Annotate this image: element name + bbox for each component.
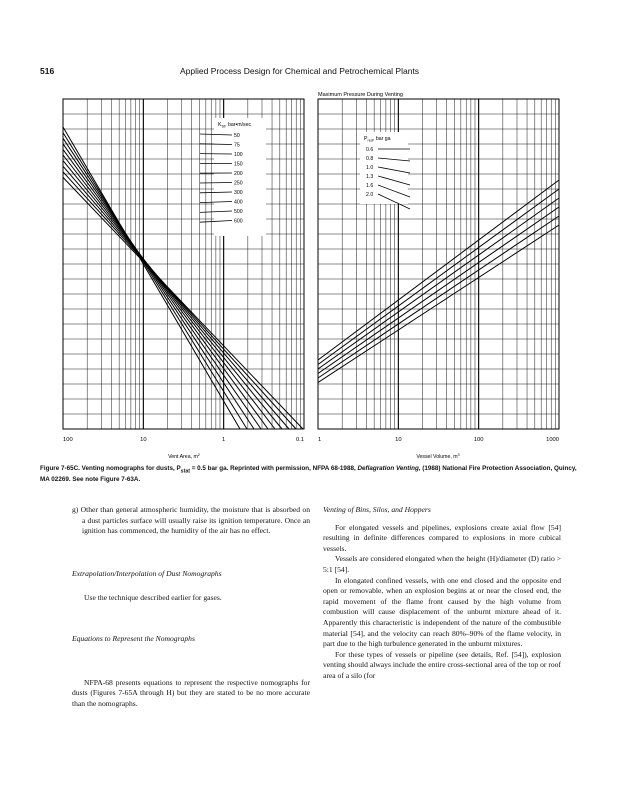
left-legend-title: $K_{St}$, bar•m/sec bbox=[218, 122, 252, 129]
legend-value-1.6: 1.6 bbox=[366, 183, 374, 189]
paragraph-technique: Use the technique described earlier for gases. bbox=[84, 593, 222, 603]
left-x-axis-label: Vent Area, $m^2$ bbox=[168, 453, 200, 460]
legend-value-1.3: 1.3 bbox=[366, 174, 374, 180]
legend-value-500: 500 bbox=[234, 209, 243, 215]
right-text-column bbox=[323, 505, 561, 682]
right-nomograph bbox=[318, 99, 559, 460]
legend-value-100: 100 bbox=[234, 152, 243, 158]
legend-value-2.0: 2.0 bbox=[366, 192, 374, 198]
right-x-axis-label: Vessel Volume, $m^3$ bbox=[416, 453, 460, 460]
legend-value-0.6: 0.6 bbox=[366, 147, 374, 153]
legend-value-50: 50 bbox=[234, 133, 240, 139]
legend-value-600: 600 bbox=[234, 218, 243, 225]
x-tick-label: 10 bbox=[140, 437, 147, 443]
k-line-50 bbox=[63, 127, 240, 429]
p-line-1.0 bbox=[318, 198, 559, 369]
left-nomograph bbox=[63, 99, 304, 460]
p-line-1.3 bbox=[318, 207, 559, 374]
running-title: Applied Process Design for Chemical and Petrochemical Plants bbox=[180, 66, 420, 76]
legend-leader bbox=[200, 183, 232, 184]
left-chart-grid bbox=[63, 99, 304, 429]
legend-value-150: 150 bbox=[234, 161, 243, 168]
p-line-2.0 bbox=[318, 225, 559, 383]
paragraph-4: For these types of vessels or pipeline (see details, Ref. [54]), explosion venting should always include the entire cross-sectional area of the top or roof area of a silo (for bbox=[323, 649, 561, 680]
x-tick-label: 10 bbox=[395, 437, 402, 443]
paragraph-3: In elongated confined vessels, with one end closed and the opposite end open or removable, when an explosion begins at or near the closed end, the rapid movement of the flame front caused by the high volume from combustion will cause displacement of the unburnt mixture ahead of it. Apparently this characteristic is independent of the nature of the combustible material [54], and the velocity can reach 80%–90% of the flame velocity, in part due to the high turbulence generated in the unburnt mixtures. bbox=[323, 575, 561, 649]
figure-caption: Figure 7-65C. Venting nomographs for dusts, $P_{stat} = 0.5$ bar ga. Reprinted with permission, NFPA 68-1988, Deflagration Venting, (1988) National Fire Protection Association, Quincy, MA 02269. See note Figure 7-63A. bbox=[40, 465, 577, 483]
left-chart-lines bbox=[63, 127, 303, 429]
k-line-600 bbox=[63, 177, 303, 429]
x-tick-label: 100 bbox=[63, 437, 73, 443]
p-line-1.6 bbox=[318, 216, 559, 378]
p-line-0.6 bbox=[318, 180, 559, 360]
paragraph-2: Vessels are considered elongated when the height (H)/diameter (D) ratio > 5:1 [54]. bbox=[323, 554, 561, 574]
figure-top-title: Maximum Pressure During Venting bbox=[318, 92, 403, 98]
right-chart-grid bbox=[318, 99, 559, 429]
legend-value-250: 250 bbox=[234, 180, 243, 187]
p-line-0.8 bbox=[318, 189, 559, 365]
x-tick-label: 1000 bbox=[546, 437, 559, 443]
heading-equations: Equations to Represent the Nomographs bbox=[72, 633, 195, 643]
right-chart-lines bbox=[318, 180, 559, 383]
legend-value-300: 300 bbox=[234, 190, 243, 196]
right-legend-title: $P_{red}$, bar ga bbox=[364, 136, 391, 143]
legend-value-1.0: 1.0 bbox=[366, 165, 374, 171]
right-x-ticks bbox=[318, 437, 559, 443]
paragraph-1: For elongated vessels and pipelines, explosions create axial flow [54] resulting in definite differences compared to explosions in more cubical vessels. bbox=[323, 522, 561, 553]
left-x-ticks bbox=[63, 437, 304, 443]
x-tick-label: 1 bbox=[222, 437, 226, 443]
x-tick-label: 1 bbox=[318, 437, 322, 443]
legend-value-75: 75 bbox=[234, 142, 240, 149]
page-number: 516 bbox=[40, 66, 55, 76]
legend-value-200: 200 bbox=[234, 171, 243, 177]
x-tick-label: 100 bbox=[473, 437, 484, 443]
legend-value-400: 400 bbox=[234, 199, 243, 206]
heading-extrapolation: Extrapolation/Interpolation of Dust Nomographs bbox=[72, 568, 222, 578]
paragraph-nfpa: NFPA-68 presents equations to represent the respective nomographs for dusts (Figures 7-65A through H) but they are stated to be no more accurate than the nomographs. bbox=[72, 677, 310, 708]
list-item-g: g) Other than general atmospheric humidity, the moisture that is absorbed on a dust particles surface will usually raise its ignition temperature. Once an ignition has commenced, the humidity of the air has no effect. bbox=[72, 505, 310, 536]
heading-bins-silos: Venting of Bins, Silos, and Hoppers bbox=[323, 505, 431, 514]
left-text-column bbox=[72, 505, 310, 709]
legend-value-0.8: 0.8 bbox=[366, 156, 374, 162]
x-tick-label: 0.1 bbox=[295, 437, 304, 443]
